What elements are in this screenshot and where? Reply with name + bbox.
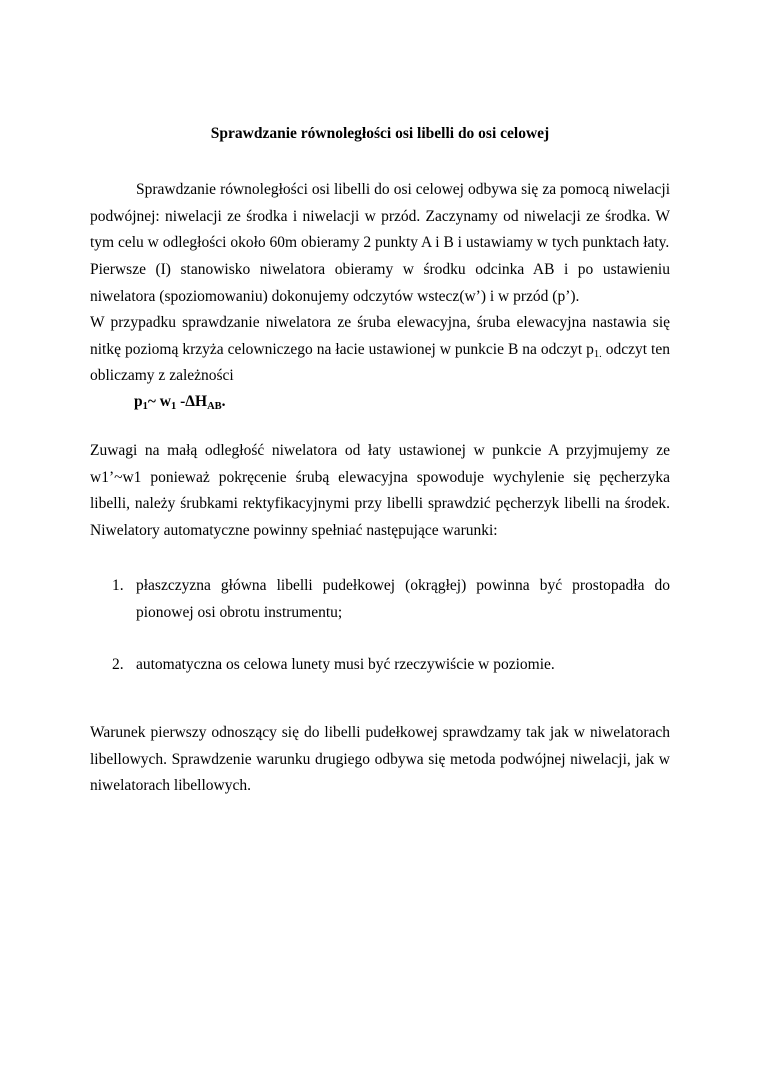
formula-end: .	[221, 393, 226, 410]
formula-w-subscript: 1	[171, 401, 177, 412]
paragraph-elevation-screw	[90, 310, 670, 390]
formula-delta-h: -ΔH	[176, 393, 208, 410]
paragraph-conditions-check: Warunek pierwszy odnoszący się do libelli pudełkowej sprawdzamy tak jak w niwelatorach libellowych. Sprawdzenie warunku drugiego odbywa się metoda podwójnej niwelacji, jak w niwelatorach libellowych.	[90, 724, 670, 794]
formula-p: p	[134, 393, 143, 410]
formula-mid: ~ w	[147, 393, 172, 410]
paragraph-intro-text: Sprawdzanie równoległości osi libelli do osi celowej odbywa się za pomocą niwelacji podwójnej: niwelacji ze środka i niwelacji w przód. Zaczynamy od niwelacji ze środka. W tym celu w odległości około 60m obieramy 2 punkty A i B i ustawiamy w tych punktach łaty.	[90, 181, 670, 251]
reading-subscript: 1.	[593, 348, 602, 360]
list-item-1-text: płaszczyzna główna libelli pudełkowej (okrągłej) powinna być prostopadła do pionowej osi obrotu instrumentu;	[136, 577, 670, 621]
formula-p-subscript: 1	[142, 401, 148, 412]
paragraph-first-station: Pierwsze (I) stanowisko niwelatora obieramy w środku odcinka AB i po ustawieniu niwelatora (spoziomowaniu) dokonujemy odczytów wstecz(w’) i w przód (p’).	[90, 261, 670, 305]
paragraph-elevation-screw-text-before: W przypadku sprawdzanie niwelatora ze śruba elewacyjna, śruba elewacyjna nastawia się nitkę poziomą krzyża celowniczego na łacie ustawionej w punkcie B na odczyt p	[90, 314, 670, 358]
list-item-2	[90, 652, 670, 679]
document-title: Sprawdzanie równoległości osi libelli do osi celowej	[210, 125, 550, 142]
formula-h-subscript: AB	[207, 401, 222, 412]
paragraph-automatic-levels: Zuwagi na małą odległość niwelatora od łaty ustawionej w punkcie A przyjmujemy ze w1’~w1 ponieważ pokręcenie śrubą elewacyjna spowoduje wychylenie się pęcherzyka libelli, należy śrubkami rektyfikacyjnymi przy libelli sprawdzić pęcherzyk libelli na środek. Niwelatory automatyczne powinny spełniać następujące warunki:	[90, 442, 670, 539]
list-item-1-number: 1.	[112, 577, 124, 594]
paragraph-intro	[90, 177, 670, 257]
list-item-2-number: 2.	[112, 656, 124, 673]
list-item-2-text: automatyczna os celowa lunety musi być rzeczywiście w poziomie.	[136, 656, 555, 673]
formula	[134, 389, 226, 416]
list-item-1	[90, 573, 670, 626]
paragraph-elevation-screw-text-after: odczyt ten obliczamy z zależności	[90, 340, 670, 384]
